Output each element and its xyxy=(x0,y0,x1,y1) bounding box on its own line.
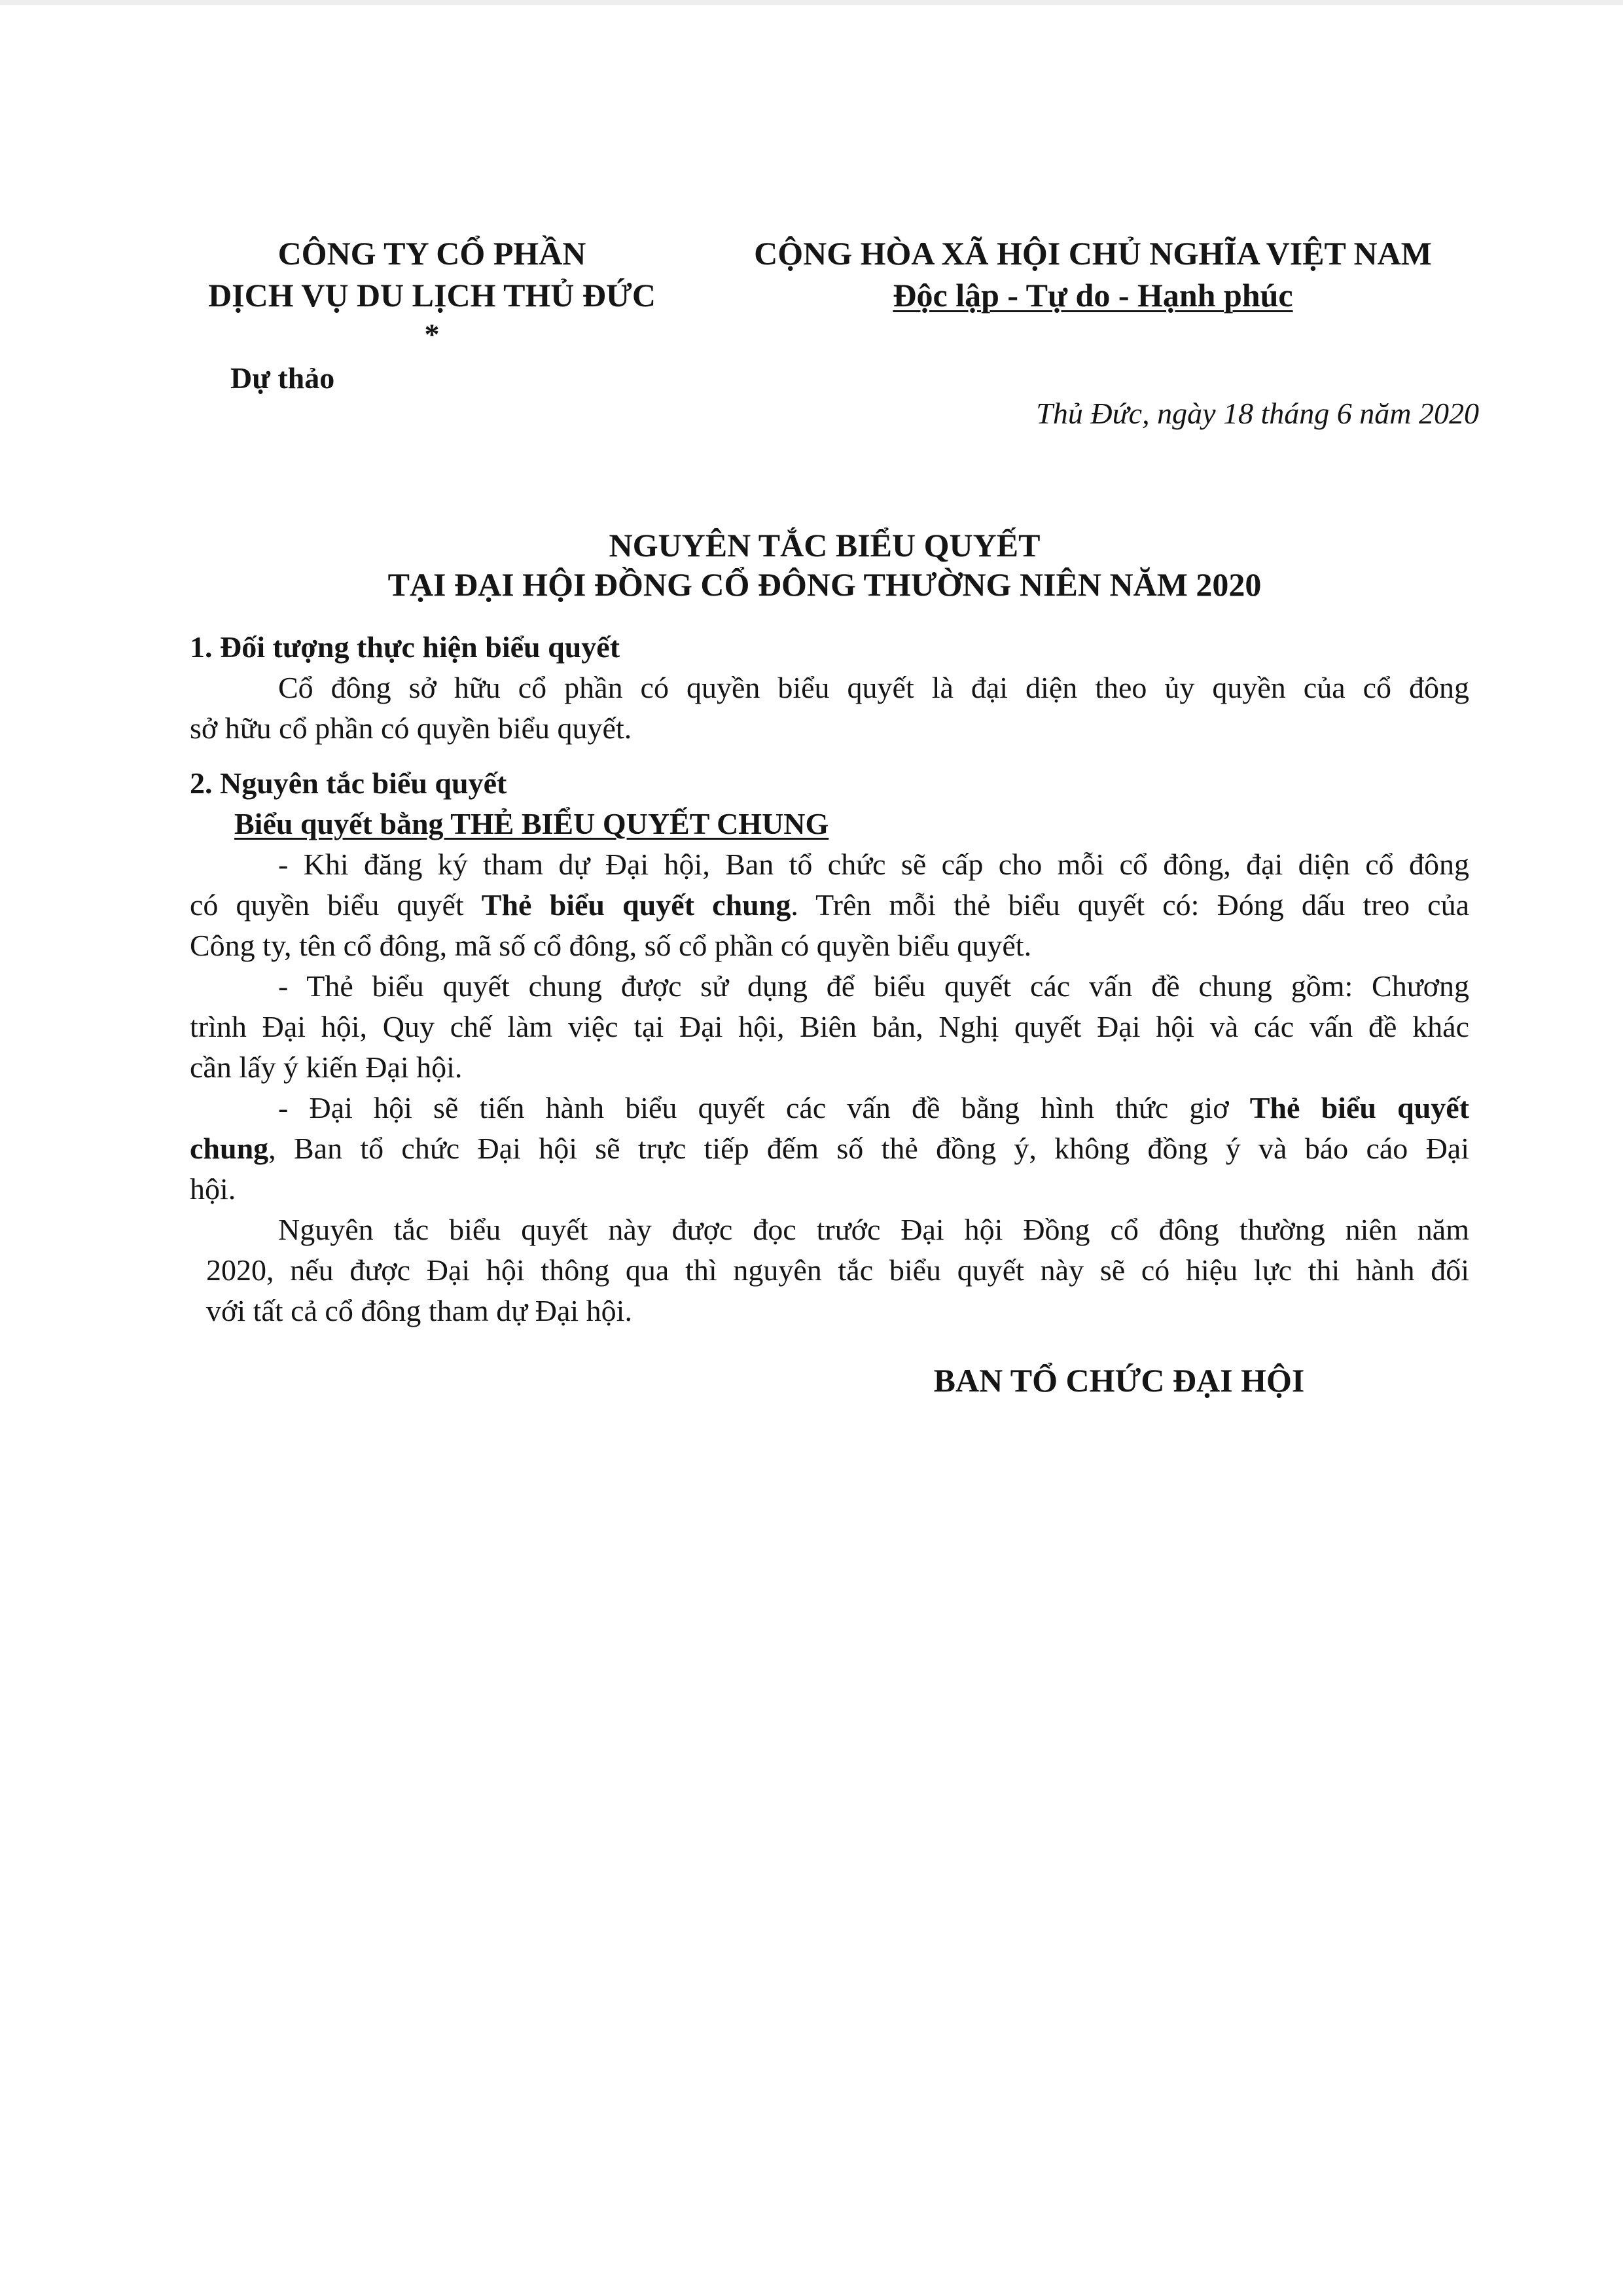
p3-line1 xyxy=(278,1088,1469,1128)
national-motto: Độc lập - Tự do - Hạnh phúc xyxy=(893,277,1293,314)
draft-label: Dự thảo xyxy=(230,361,335,395)
section2-subheading: Biểu quyết bằng THẺ BIỂU QUYẾT CHUNG xyxy=(234,807,829,840)
country-name: CỘNG HÒA XÃ HỘI CHỦ NGHĨA VIỆT NAM xyxy=(754,235,1432,272)
p3-line2-post: , Ban tổ chức Đại hội sẽ trực tiếp đếm số thẻ đồng ý, không đồng ý và báo cáo Đại xyxy=(268,1132,1469,1165)
p3-line2 xyxy=(190,1128,1469,1169)
section1-line2: sở hữu cổ phần có quyền biểu quyết. xyxy=(190,711,632,745)
document-title-line1: NGUYÊN TẮC BIỂU QUYẾT xyxy=(609,527,1041,564)
section1-heading: 1. Đối tượng thực hiện biểu quyết xyxy=(190,630,620,664)
section2-heading: 2. Nguyên tắc biểu quyết xyxy=(190,766,507,800)
p2-line1: - Thẻ biểu quyết chung được sử dụng để biểu quyết các vấn đề chung gồm: Chương xyxy=(278,969,1469,1003)
section1-line1: Cổ đông sở hữu cổ phần có quyền biểu quyết là đại diện theo ủy quyền của cổ đông xyxy=(278,671,1469,704)
company-star: * xyxy=(424,317,440,351)
p1-line2-pre: có quyền biểu quyết xyxy=(190,888,482,922)
p3-line3: hội. xyxy=(190,1172,236,1206)
p1-term-bold: Thẻ biểu quyết chung xyxy=(481,888,791,922)
signature-block: BAN TỔ CHỨC ĐẠI HỘI xyxy=(933,1362,1305,1399)
p3-line1-pre: - Đại hội sẽ tiến hành biểu quyết các vấn đề bằng hình thức giơ xyxy=(278,1091,1250,1124)
p2-line3: cần lấy ý kiến Đại hội. xyxy=(190,1050,463,1084)
p1-line3: Công ty, tên cổ đông, mã số cổ đông, số cổ phần có quyền biểu quyết. xyxy=(190,929,1032,962)
p3-term-bold: Thẻ biểu quyết xyxy=(1249,1091,1470,1124)
company-name-line2: DỊCH VỤ DU LỊCH THỦ ĐỨC xyxy=(208,277,656,314)
scan-edge-mark xyxy=(0,0,1623,5)
p2-line2: trình Đại hội, Quy chế làm việc tại Đại hội, Biên bản, Nghị quyết Đại hội và các vấn đề khác xyxy=(190,1010,1469,1043)
p4-line2: 2020, nếu được Đại hội thông qua thì nguyên tắc biểu quyết này sẽ có hiệu lực thi hành đối xyxy=(206,1253,1469,1287)
p4-line3: với tất cả cổ đông tham dự Đại hội. xyxy=(206,1294,632,1327)
p4-line1: Nguyên tắc biểu quyết này được đọc trước Đại hội Đồng cổ đông thường niên năm xyxy=(278,1213,1469,1246)
p1-line1: - Khi đăng ký tham dự Đại hội, Ban tổ chức sẽ cấp cho mỗi cổ đông, đại diện cổ đông xyxy=(278,848,1469,881)
p1-line2 xyxy=(190,885,1469,925)
p1-line2-post: . Trên mỗi thẻ biểu quyết có: Đóng dấu treo của xyxy=(791,888,1469,922)
date-line: Thủ Đức, ngày 18 tháng 6 năm 2020 xyxy=(1036,397,1479,430)
company-name-line1: CÔNG TY CỔ PHẦN xyxy=(277,235,586,272)
document-title-line2: TẠI ĐẠI HỘI ĐỒNG CỔ ĐÔNG THƯỜNG NIÊN NĂM 2020 xyxy=(387,566,1262,603)
p3-term-bold-cont: chung xyxy=(190,1132,269,1165)
